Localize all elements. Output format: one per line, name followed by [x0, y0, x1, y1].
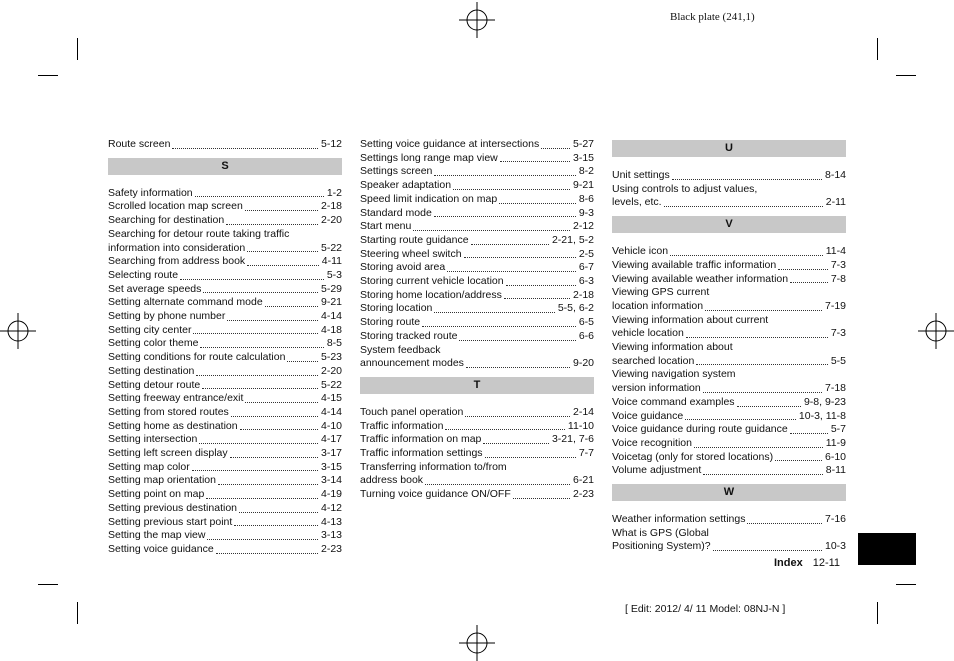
index-entry: [360, 357, 594, 371]
index-entry-text: Setting color theme: [108, 337, 199, 350]
index-entry: [612, 437, 846, 451]
index-entry: [108, 310, 342, 324]
index-entry-text: Volume adjustment: [612, 464, 702, 477]
index-entry: [108, 516, 342, 530]
index-entry-text: Viewing available traffic information: [612, 258, 777, 271]
index-entry-text: Searching from address book: [108, 255, 246, 268]
dot-leader: [193, 333, 318, 334]
index-entry-page: 3-21, 7-6: [551, 433, 594, 446]
index-entry-page: 9-8, 9-23: [803, 395, 846, 408]
index-entry-text: Touch panel operation: [360, 405, 464, 418]
index-entry-text: Searching for destination: [108, 214, 225, 227]
chapter-tab: [858, 533, 916, 565]
section-header: T: [360, 377, 594, 394]
index-entry-text: Storing home location/address: [360, 288, 502, 301]
index-entry: [108, 406, 342, 420]
index-entry-text: Safety information: [108, 186, 193, 199]
index-entry-text: Voice command examples: [612, 395, 735, 408]
dot-leader: [747, 523, 822, 524]
dot-leader: [247, 251, 318, 252]
index-entry-text: Settings long range map view: [360, 151, 498, 164]
dot-leader: [465, 416, 570, 417]
dot-leader: [172, 148, 318, 149]
index-entry-text: Viewing available weather information: [612, 272, 789, 285]
index-entry-text: Setting by phone number: [108, 310, 226, 323]
index-entry-page: 4-12: [320, 501, 342, 514]
index-entry: [360, 193, 594, 207]
index-entry-page: 2-11: [825, 196, 846, 209]
dot-leader: [670, 255, 823, 256]
index-entry-first-line: Viewing GPS current: [612, 286, 710, 299]
dot-leader: [499, 203, 576, 204]
footer-section-title: Index: [774, 557, 803, 569]
dot-leader: [200, 347, 323, 348]
index-entry: [360, 488, 594, 502]
index-entry: [108, 242, 342, 256]
index-entry: [108, 324, 342, 338]
index-entry-page: 6-10: [824, 450, 846, 463]
index-entry-text: Voice recognition: [612, 436, 692, 449]
dot-leader: [506, 285, 576, 286]
index-entry-page: 10-3: [824, 540, 846, 553]
registration-mark-icon: [0, 313, 36, 349]
dot-leader: [737, 406, 801, 407]
index-entry: [360, 261, 594, 275]
index-entry-page: 7-3: [830, 327, 846, 340]
footer-page-number: 12-11: [812, 557, 841, 569]
index-entry-text: levels, etc.: [612, 196, 662, 209]
index-entry: [360, 289, 594, 303]
index-entry-page: 2-18: [320, 200, 342, 213]
index-entry: [108, 420, 342, 434]
index-entry-page: 3-17: [320, 447, 342, 460]
index-entry-text: Weather information settings: [612, 513, 746, 526]
index-entry-page: 7-8: [830, 272, 846, 285]
page-footer: [774, 557, 840, 569]
index-entry-page: 5-22: [320, 241, 342, 254]
section-header: S: [108, 158, 342, 175]
index-entry-text: Setting previous destination: [108, 501, 237, 514]
index-entry-text: Unit settings: [612, 169, 670, 181]
dot-leader: [230, 457, 318, 458]
index-entry-page: 7-3: [830, 258, 846, 271]
index-entry-page: 2-23: [320, 542, 342, 555]
index-entry-page: 4-18: [320, 323, 342, 336]
index-entry-page: 8-11: [825, 464, 846, 477]
registration-mark-icon: [918, 313, 954, 349]
index-entry-text: Positioning System)?: [612, 540, 711, 553]
index-entry-first-line: Using controls to adjust values,: [612, 182, 758, 195]
dot-leader: [471, 244, 549, 245]
index-entry: [612, 382, 846, 396]
plate-label: Black plate (241,1): [670, 11, 755, 23]
index-entry-text: address book: [360, 474, 424, 487]
index-entry-first-line: Searching for detour route taking traffic: [108, 227, 290, 240]
index-entry: [612, 300, 846, 314]
index-entry-page: 2-20: [320, 214, 342, 227]
index-entry: [612, 410, 846, 424]
index-entry: [360, 433, 594, 447]
dot-leader: [464, 257, 576, 258]
index-entry-text: Setting city center: [108, 323, 192, 336]
index-entry-text: Traffic information: [360, 419, 444, 432]
registration-mark-icon: [459, 2, 495, 38]
index-entry-page: 5-27: [572, 138, 594, 150]
index-entry-text: Voicetag (only for stored locations): [612, 450, 774, 463]
index-entry: [108, 214, 342, 228]
index-entry: [108, 351, 342, 365]
index-entry-page: 4-15: [320, 392, 342, 405]
index-entry: [612, 273, 846, 287]
index-entry-first-line: Viewing information about: [612, 341, 733, 354]
index-entry-text: Setting from stored routes: [108, 405, 229, 418]
index-entry-text: Standard mode: [360, 206, 432, 219]
index-entry-page: 8-2: [578, 165, 594, 178]
index-entry-page: 4-17: [320, 433, 342, 446]
dot-leader: [483, 443, 549, 444]
dot-leader: [195, 196, 324, 197]
index-entry: [108, 255, 342, 269]
index-entry-page: 3-13: [320, 529, 342, 542]
index-entry-page: 6-7: [578, 261, 594, 274]
index-entry-page: 8-14: [824, 169, 846, 181]
index-entry-page: 7-16: [824, 513, 846, 526]
index-entry: [108, 200, 342, 214]
index-entry-page: 2-20: [320, 364, 342, 377]
index-entry-page: 7-18: [824, 382, 846, 395]
index-entry-page: 4-14: [320, 405, 342, 418]
dot-leader: [227, 320, 318, 321]
section-header: U: [612, 140, 846, 157]
index-entry-page: 5-29: [320, 282, 342, 295]
index-entry-page: 2-21, 5-2: [551, 233, 594, 246]
index-entry: [360, 165, 594, 179]
dot-leader: [206, 498, 318, 499]
index-entry-page: 11-9: [825, 436, 846, 449]
index-entry-page: 8-5: [326, 337, 342, 350]
index-entry-text: Storing route: [360, 316, 421, 329]
index-entry: [612, 540, 846, 554]
dot-leader: [199, 443, 318, 444]
index-entry-text: Setting intersection: [108, 433, 198, 446]
index-entry: [108, 461, 342, 475]
edit-line: [ Edit: 2012/ 4/ 11 Model: 08NJ-N ]: [625, 603, 786, 615]
index-entry-text: Setting the map view: [108, 529, 206, 542]
index-entry-first-line: What is GPS (Global: [612, 526, 709, 539]
index-entry-text: version information: [612, 382, 701, 395]
index-entry-page: 2-5: [578, 247, 594, 260]
index-entry-text: searched location: [612, 354, 695, 367]
index-entry-text: information into consideration: [108, 241, 246, 254]
index-entry-text: Scrolled location map screen: [108, 200, 243, 213]
dot-leader: [778, 269, 828, 270]
dot-leader: [504, 298, 570, 299]
dot-leader: [466, 367, 570, 368]
index-entry-text: Setting left screen display: [108, 447, 228, 460]
index-entry-page: 5-7: [830, 423, 846, 436]
dot-leader: [207, 539, 318, 540]
dot-leader: [694, 447, 823, 448]
index-entry: [612, 259, 846, 273]
index-entry: [360, 220, 594, 234]
index-entry: [360, 447, 594, 461]
index-entry: [108, 447, 342, 461]
index-entry-text: Setting freeway entrance/exit: [108, 392, 244, 405]
index-entry: [360, 474, 594, 488]
dot-leader: [541, 148, 570, 149]
index-entry-page: 9-21: [572, 179, 594, 192]
index-entry-page: 6-5: [578, 316, 594, 329]
index-entry: [360, 152, 594, 166]
index-entry: [360, 179, 594, 193]
index-entry-text: Setting previous start point: [108, 515, 233, 528]
dot-leader: [459, 340, 575, 341]
index-entry-page: 3-15: [320, 460, 342, 473]
index-entry-text: Setting map color: [108, 460, 190, 473]
index-entry-first-line: Viewing information about current: [612, 313, 769, 326]
index-entry-page: 5-12: [320, 138, 342, 150]
index-entry-page: 2-12: [572, 220, 594, 233]
index-entry-text: Voice guidance during route guidance: [612, 423, 788, 436]
index-entry-text: Traffic information on map: [360, 433, 482, 446]
dot-leader: [202, 388, 318, 389]
index-entry-text: Vehicle icon: [612, 245, 669, 258]
crop-mark: [38, 584, 58, 585]
index-entry-text: Speed limit indication on map: [360, 192, 498, 205]
index-entry-text: announcement modes: [360, 357, 464, 370]
index-entry: [108, 529, 342, 543]
dot-leader: [485, 457, 576, 458]
index-entry-text: Speaker adaptation: [360, 179, 452, 192]
dot-leader: [445, 429, 564, 430]
index-entry-page: 5-5, 6-2: [557, 302, 594, 315]
index-entry-text: Setting point on map: [108, 488, 205, 501]
index-column-2: [360, 138, 594, 502]
index-entry-page: 10-3, 11-8: [798, 409, 846, 422]
index-entry: [108, 283, 342, 297]
section-header: W: [612, 484, 846, 501]
index-entry-page: 8-6: [578, 192, 594, 205]
index-entry-first-line: Viewing navigation system: [612, 368, 736, 381]
index-entry: [108, 187, 342, 201]
index-entry: [612, 169, 846, 183]
index-entry: [360, 248, 594, 262]
index-entry: [612, 327, 846, 341]
dot-leader: [216, 553, 318, 554]
index-entry: [360, 234, 594, 248]
dot-leader: [245, 402, 318, 403]
index-entry-page: 4-11: [321, 255, 342, 268]
index-column-3: [612, 138, 846, 554]
dot-leader: [447, 271, 576, 272]
index-entry-first-line: Transferring information to/from: [360, 460, 507, 473]
index-entry-text: location information: [612, 299, 704, 312]
index-entry-page: 5-3: [326, 268, 342, 281]
index-entry-page: 2-23: [572, 488, 594, 501]
index-entry-text: Voice guidance: [612, 409, 684, 422]
index-entry-page: 4-10: [320, 419, 342, 432]
dot-leader: [180, 279, 324, 280]
dot-leader: [203, 292, 318, 293]
index-entry: [360, 406, 594, 420]
index-entry-page: 4-13: [320, 515, 342, 528]
dot-leader: [775, 460, 822, 461]
index-entry: [612, 513, 846, 527]
index-entry: [360, 302, 594, 316]
dot-leader: [703, 392, 822, 393]
registration-mark-icon: [459, 625, 495, 661]
index-entry-text: Setting voice guidance at intersections: [360, 138, 540, 150]
dot-leader: [713, 550, 822, 551]
index-entry-page: 6-3: [578, 275, 594, 288]
dot-leader: [413, 230, 570, 231]
index-entry-page: 7-19: [824, 299, 846, 312]
index-entry: [108, 269, 342, 283]
dot-leader: [790, 433, 828, 434]
index-entry: [108, 392, 342, 406]
index-entry-page: 4-14: [320, 310, 342, 323]
index-entry: [612, 245, 846, 259]
crop-mark: [877, 38, 878, 60]
dot-leader: [664, 206, 823, 207]
index-entry: [360, 316, 594, 330]
index-entry-text: Turning voice guidance ON/OFF: [360, 488, 511, 501]
index-entry-text: Storing current vehicle location: [360, 275, 504, 288]
dot-leader: [672, 179, 822, 180]
crop-mark: [896, 75, 916, 76]
index-entry: [108, 488, 342, 502]
dot-leader: [239, 512, 318, 513]
index-entry-page: 1-2: [326, 186, 342, 199]
index-entry: [360, 207, 594, 221]
index-entry: [612, 355, 846, 369]
index-entry-page: 11-4: [825, 245, 846, 258]
index-entry: [612, 451, 846, 465]
index-entry: [108, 474, 342, 488]
dot-leader: [685, 419, 796, 420]
index-entry-text: Setting map orientation: [108, 474, 216, 487]
index-entry-page: 5-22: [320, 378, 342, 391]
index-entry-text: Start menu: [360, 220, 412, 233]
index-entry-text: Storing avoid area: [360, 261, 446, 274]
dot-leader: [196, 375, 318, 376]
index-entry: [108, 543, 342, 557]
index-entry: [108, 502, 342, 516]
index-entry-page: 5-23: [320, 351, 342, 364]
dot-leader: [422, 326, 576, 327]
index-entry-text: Setting detour route: [108, 378, 201, 391]
dot-leader: [425, 484, 570, 485]
dot-leader: [513, 498, 570, 499]
index-entry-page: 9-20: [572, 357, 594, 370]
index-entry: [612, 396, 846, 410]
dot-leader: [247, 265, 319, 266]
index-entry: [612, 423, 846, 437]
dot-leader: [240, 429, 318, 430]
index-entry: [360, 138, 594, 152]
dot-leader: [500, 161, 570, 162]
dot-leader: [790, 282, 828, 283]
index-entry-text: Settings screen: [360, 165, 433, 178]
index-entry-page: 2-18: [572, 288, 594, 301]
index-entry-page: 3-14: [320, 474, 342, 487]
index-entry-text: Setting alternate command mode: [108, 296, 263, 309]
index-entry-page: 6-21: [572, 474, 594, 487]
crop-mark: [77, 602, 78, 624]
crop-mark: [896, 584, 916, 585]
index-column-1: [108, 138, 342, 557]
index-entry-first-line: System feedback: [360, 343, 441, 356]
index-entry-text: Traffic information settings: [360, 447, 483, 460]
index-entry-page: 9-21: [320, 296, 342, 309]
dot-leader: [434, 175, 575, 176]
dot-leader: [434, 312, 554, 313]
dot-leader: [287, 361, 318, 362]
index-entry-page: 6-6: [578, 329, 594, 342]
crop-mark: [877, 602, 878, 624]
index-entry: [360, 420, 594, 434]
index-entry-text: Steering wheel switch: [360, 247, 462, 260]
index-entry-page: 5-5: [830, 354, 846, 367]
index-entry: [108, 138, 342, 152]
index-entry: [108, 337, 342, 351]
index-entry: [612, 464, 846, 478]
index-entry-text: Setting voice guidance: [108, 542, 214, 555]
index-entry-page: 2-14: [572, 405, 594, 418]
dot-leader: [245, 210, 318, 211]
index-entry-text: vehicle location: [612, 327, 684, 340]
dot-leader: [696, 364, 828, 365]
section-header: V: [612, 216, 846, 233]
dot-leader: [226, 224, 318, 225]
index-entry: [108, 365, 342, 379]
index-entry-text: Starting route guidance: [360, 233, 469, 246]
index-entry-text: Storing tracked route: [360, 329, 458, 342]
index-entry-page: 9-3: [578, 206, 594, 219]
dot-leader: [705, 310, 822, 311]
index-entry: [108, 379, 342, 393]
index-entry-text: Selecting route: [108, 268, 179, 281]
dot-leader: [453, 189, 570, 190]
index-entry-page: 4-19: [320, 488, 342, 501]
crop-mark: [77, 38, 78, 60]
index-entry-page: 3-15: [572, 151, 594, 164]
index-entry-text: Set average speeds: [108, 282, 202, 295]
index-entry: [360, 275, 594, 289]
dot-leader: [265, 306, 318, 307]
index-entry: [108, 296, 342, 310]
index-entry-text: Setting home as destination: [108, 419, 238, 432]
dot-leader: [218, 484, 318, 485]
index-entry: [360, 330, 594, 344]
dot-leader: [703, 474, 822, 475]
dot-leader: [192, 470, 318, 471]
index-entry-page: 11-10: [567, 419, 594, 432]
dot-leader: [231, 416, 318, 417]
index-entry-text: Setting conditions for route calculation: [108, 351, 286, 364]
index-entry-text: Setting destination: [108, 364, 195, 377]
crop-mark: [38, 75, 58, 76]
dot-leader: [686, 337, 828, 338]
index-entry: [108, 433, 342, 447]
index-entry-page: 7-7: [578, 447, 594, 460]
dot-leader: [434, 216, 576, 217]
index-entry-text: Storing location: [360, 302, 433, 315]
index-entry: [612, 196, 846, 210]
dot-leader: [234, 525, 318, 526]
index-entry-text: Route screen: [108, 138, 171, 150]
